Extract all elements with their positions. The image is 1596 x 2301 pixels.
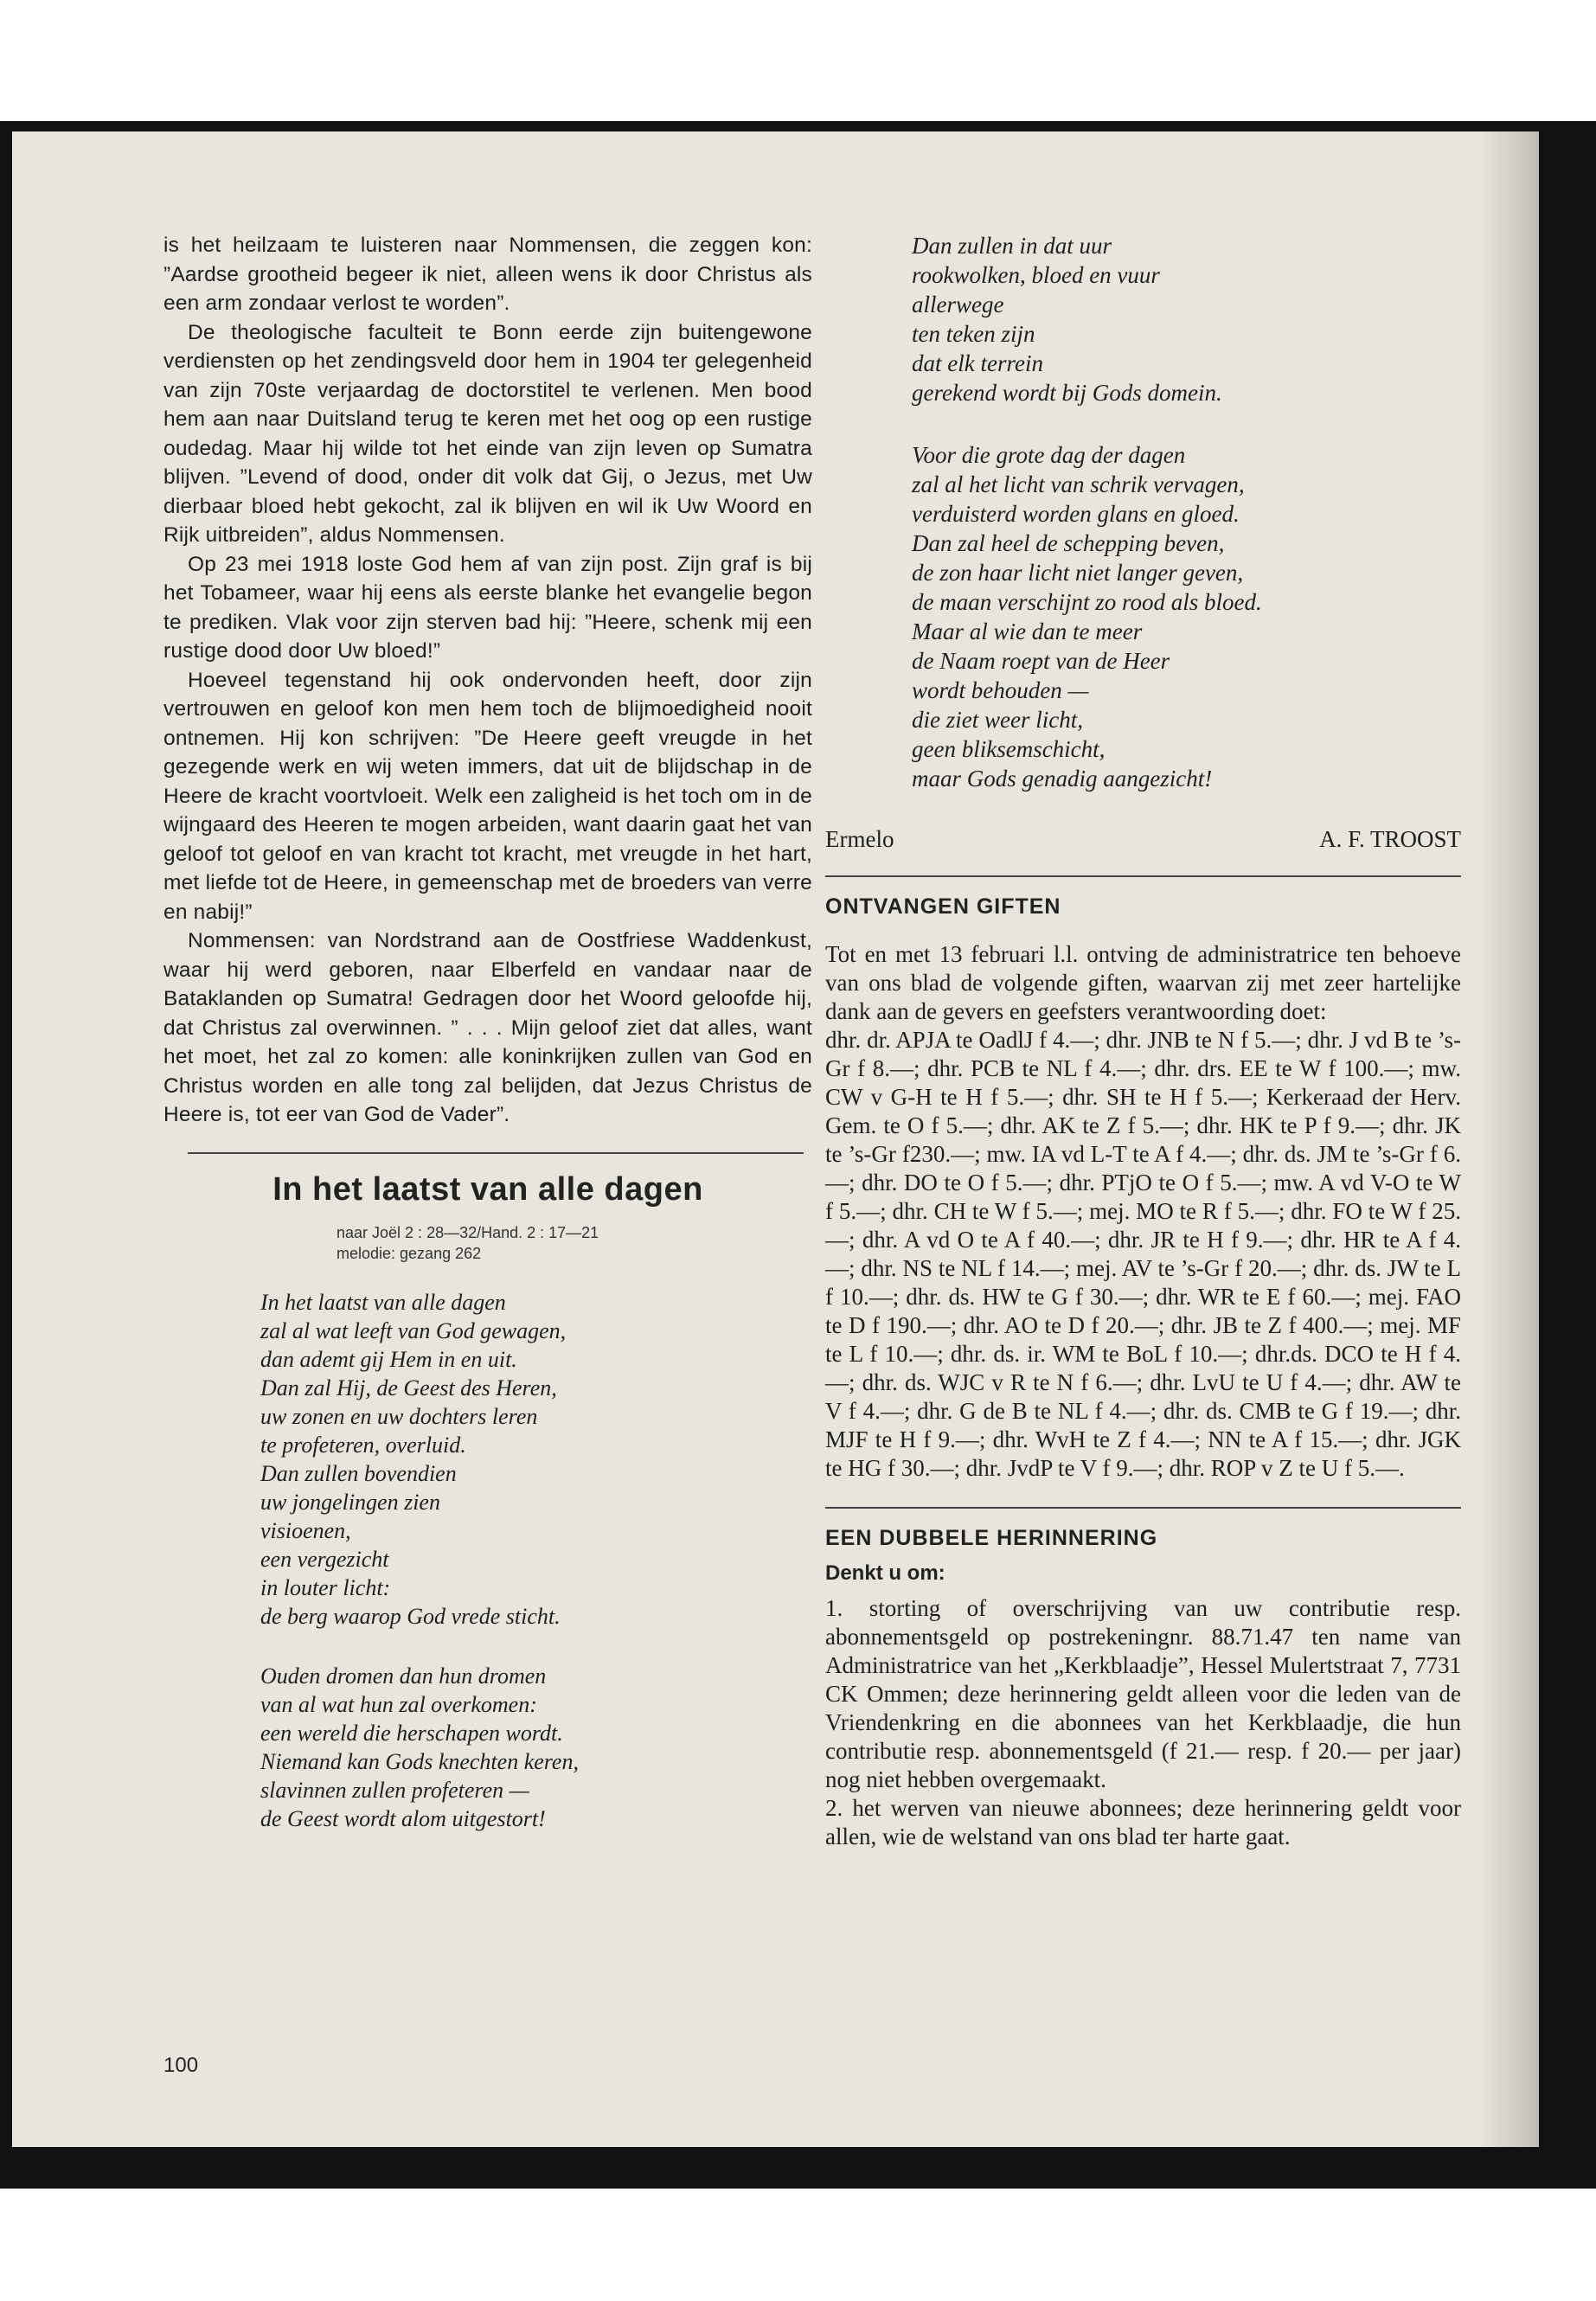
section-divider <box>825 1507 1461 1509</box>
article-paragraph: Nommensen: van Nordstrand aan de Oostfriese Waddenkust, waar hij werd geboren, naar Elberfeld en vandaar naar de Bataklanden op Sumatra! Gedragen door het Woord geloofde hij, dat Christus zal overwinnen. ” . . . Mijn geloof ziet dat alles, want het moet, het zal zo komen: alle koninkrijken zullen van God en Christus worden en alle tong zal belijden, dat Jezus Christus de Heere is, tot eer van God de Vader”. <box>163 929 812 1126</box>
section-divider <box>188 1152 804 1154</box>
magazine-page <box>12 131 1539 2147</box>
page-binding-shadow <box>1478 131 1539 2147</box>
signature-author: A. F. TROOST <box>1319 826 1461 852</box>
article-paragraph: Hoeveel tegenstand hij ook ondervonden heeft, door zijn vertrouwen en geloof kon men hem toch de blijmoedigheid nooit ontnemen. Hij kon schrijven: ”De Heere geeft vreugde in het gezegende werk en wij weten immers, dat uit de blijdschap in de Heere de kracht voortvloeit. Welk een zaligheid is het toch om in de wijngaard des Heeren te mogen arbeiden, want daarin gaat het van geloof tot geloof en van kracht tot kracht, met vreugde in het hart, met liefde tot de Heere, in gemeenschap met de broeders van verre en nabij!” <box>163 668 812 924</box>
article-paragraph: Op 23 mei 1918 loste God hem af van zijn post. Zijn graf is bij het Tobameer, waar hij eens als eerste blanke het evangelie begon te prediken. Vlak voor zijn sterven bad hij: ”Heere, schenk mij een rustige dood door Uw bloed!” <box>163 552 812 663</box>
herinnering-item-2: 2. het werven van nieuwe abonnees; deze herinnering geldt voor allen, wie de welstand van ons blad ter harte gaat. <box>825 1795 1461 1849</box>
section-divider <box>825 875 1461 877</box>
signature-place: Ermelo <box>825 826 894 852</box>
right-column <box>825 231 1461 1851</box>
article-paragraph: De theologische faculteit te Bonn eerde zijn buitengewone verdiensten op het zendingsveld door hem in 1904 ter gelegenheid van zijn 70ste verjaardag de doctorstitel te verlenen. Men bood hem aan naar Duitsland terug te keren met het oog op een rustige oudedag. Maar hij wilde tot het einde van zijn leven op Sumatra blijven. ”Levend of dood, onder dit volk dat Gij, o Jezus, met Uw dierbaar bloed hebt gekocht, zal ik blijven en wil ik Uw Woord en Rijk uitbreiden”, aldus Nommensen. <box>163 320 812 547</box>
song-verse-4: Voor die grote dag der dagen zal al het licht van schrik vervagen, verduisterd worden glans en gloed. Dan zal heel de schepping beven, de zon haar licht niet langer geven, de maan verschijnt zo rood als bloed. Maar al wie dan te meer de Naam roept van de Heer wordt behouden — die ziet weer licht, geen bliksemschicht, maar Gods genadig aangezicht! <box>912 442 1262 792</box>
herinnering-heading: EEN DUBBELE HERINNERING <box>825 1526 1158 1550</box>
herinnering-subheading: Denkt u om: <box>825 1561 945 1585</box>
song-verse-3: Dan zullen in dat uur rookwolken, bloed en vuur allerwege ten teken zijn dat elk terrein gerekend wordt bij Gods domein. <box>912 233 1222 406</box>
left-column <box>163 231 812 1864</box>
signature-line <box>825 826 1461 853</box>
song-verse-2: Ouden dromen dan hun dromen van al wat hun zal overkomen: een wereld die herschapen wordt. Niemand kan Gods knechten keren, slavinnen zullen profeteren — de Geest wordt alom uitgestort! <box>260 1663 579 1831</box>
herinnering-item-1: 1. storting of overschrijving van uw contributie resp. abonnementsgeld op postrekeningnr. 88.71.47 ten name van Administratrice van het „Kerkblaadje”, Hessel Mulertstraat 7, 7731 CK Ommen; deze herinnering geldt alleen voor die leden van de Vriendenkring en die abonnees van het Kerkblaadje, die hun contributie resp. abonnementsgeld (f 21.— resp. f 20.— per jaar) nog niet hebben overgemaakt. <box>825 1595 1461 1792</box>
song-title: In het laatst van alle dagen <box>272 1170 703 1208</box>
page-number: 100 <box>163 2054 199 2077</box>
song-reference: naar Joël 2 : 28—32/Hand. 2 : 17—21 <box>337 1223 599 1241</box>
song-melody: melodie: gezang 262 <box>337 1244 482 1262</box>
article-paragraph: is het heilzaam te luisteren naar Nommensen, die zeggen kon: ”Aardse grootheid begeer ik niet, alleen wens ik door Christus als een arm zondaar verlost te worden”. <box>163 234 812 315</box>
article-body <box>163 231 812 1130</box>
giften-text: Tot en met 13 februari l.l. ontving de administratrice ten behoeve van ons blad de volgende giften, waarvan zij met zeer hartelijke dank aan de gevers en geefsters verantwoording doet: dhr. dr. APJA te OadlJ f 4.—; dhr. JNB te N f 5.—; dhr. J vd B te ’s-Gr f 8.—; dhr. PCB te NL f 4.—; dhr. drs. EE te W f 100.—; mw. CW v G-H te H f 5.—; dhr. SH te H f 5.—; Kerkeraad der Herv. Gem. te O f 5.—; dhr. AK te Z f 5.—; dhr. HK te P f 9.—; dhr. JK te ’s-Gr f230.—; mw. IA vd L-T te A f 4.—; dhr. ds. JM te ’s-Gr f 6.—; dhr. DO te O f 5.—; dhr. PTjO te O f 5.—; mw. A vd V-O te W f 5.—; dhr. CH te W f 5.—; mej. MO te R f 5.—; dhr. FO te W f 25.—; dhr. A vd O te A f 40.—; dhr. JR te H f 9.—; dhr. HR te A f 4.—; dhr. NS te NL f 14.—; mej. AV te ’s-Gr f 20.—; dhr. ds. JW te L f 10.—; dhr. ds. HW te G f 30.—; dhr. WR te E f 60.—; mej. FAO te D f 190.—; dhr. AO te D f 20.—; dhr. JB te Z f 400.—; mej. MF te L f 10.—; dhr. ds. ir. WM te BoL f 10.—; dhr.ds. DCO te H f 4.—; dhr. ds. WJC v R te N f 6.—; dhr. LvU te U f 4.—; dhr. AW te V f 4.—; dhr. G de B te NL f 4.—; dhr. ds. CMB te G f 19.—; dhr. MJF te H f 9.—; dhr. WvH te Z f 4.—; NN te A f 15.—; dhr. JGK te HG f 30.—; dhr. JvdP te V f 9.—; dhr. ROP v Z te U f 5.—. <box>825 941 1461 1481</box>
giften-heading: ONTVANGEN GIFTEN <box>825 894 1061 919</box>
song-verse-1: In het laatst van alle dagen zal al wat leeft van God gewagen, dan ademt gij Hem in en uit. Dan zal Hij, de Geest des Heren, uw zonen en uw dochters leren te profeteren, overluid. Dan zullen bovendien uw jongelingen zien visioenen, een vergezicht in louter licht: de berg waarop God vrede sticht. <box>260 1289 567 1629</box>
